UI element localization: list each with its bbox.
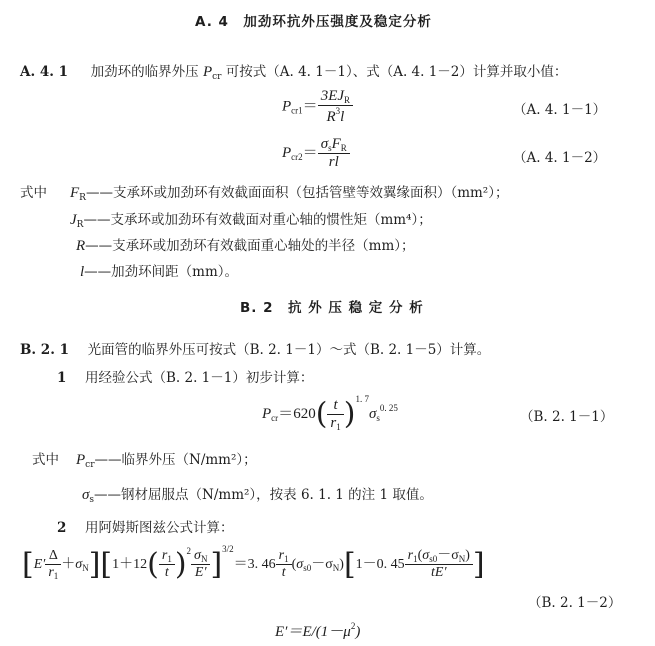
eq4-r1-c-sub: 1 [284,554,289,565]
eq1-numerator-sub: R [344,95,351,105]
eq3-coefficient: 620 [293,406,316,422]
eq2-fraction [318,136,350,172]
eq4-exp2: 2 [186,546,192,556]
a4-def-r [76,234,415,255]
a4-def-r-symbol: R [76,238,86,254]
clause-b21-text: 光面管的临界外压可按式（B. 2. 1－1）～式（B. 2. 1－5）计算。 [87,342,491,358]
equation-b21-2-number: （B. 2. 1－2） [528,595,622,611]
eq5-left: E′＝E/(1－μ [275,624,351,640]
eq5-right: ) [355,624,361,640]
clause-a441 [20,60,567,82]
eq4-exp32: 3/2 [222,544,234,554]
eq4-r1-c: r [278,548,285,564]
eq4-one-minus: 1－0. 45 [355,557,405,572]
equation-a441-1: $P_{cr1}=$ $\frac{3EJ_R}{R^3l}$ [282,88,353,127]
eq3-sigma: σ [368,406,377,422]
eq2-num-sigma: σ [320,136,329,152]
eq4-r1-d: r [407,548,414,564]
eq2-denominator: rl [328,154,339,171]
eq4-r-over-t [159,548,175,581]
clause-a441-number: A. 4. 1 [20,64,69,80]
b2-def-sigma-s-sub: s [89,495,95,505]
eq4-e-prime-b: E′ [194,565,207,581]
eq1-fraction [318,88,353,127]
eq3-fraction [327,397,343,433]
a4-def-l-text: ——加劲环间距（mm）。 [84,264,239,280]
eq1-lhs-sub: cr1 [291,105,303,116]
eq4-r1-a: r [48,565,54,581]
section-b2-title: B. 2 抗 外 压 稳 定 分 析 [240,300,424,316]
eq3-sigma-exponent: 0. 25 [379,403,398,413]
eq4-sigma-s0-b: σ [422,548,430,564]
equation-b21-2: [E′ $\frac{\Delta}{r_1}$ $+\sigma_N][1+12$( $\frac{r_1}{t}$ )$^2$ $\frac{\sigma_N}{E'}$ ]$^{3/2}$＝3. 46 $\frac{r_1}{t}$ $(\sigma_{s0}-\sigma_N)[1-0$. 45 $\frac{r_1(\sigma_{s0}-\sigma_N)}{tE'}$ ] [22,544,485,582]
eq4-sigma-n-a: σ [75,557,83,572]
item-2-text: 用阿姆斯图兹公式计算： [85,520,234,536]
clause-b21-number: B. 2. 1 [20,342,69,358]
b2-where-label: 式中 [32,452,59,468]
eq4-one-plus-12: 1＋12 [112,557,148,572]
eq4-sigma-n-a-sub: N [82,563,89,573]
a4-def-fr-sub: R [79,193,86,203]
b2-def-pcr-text: ——临界外压（N/mm²）； [94,452,257,468]
a4-def-l-symbol: l [80,264,85,280]
a4-def-jr-text: ——支承环或加劲环有效截面对重心轴的惯性矩（mm⁴）； [83,212,432,228]
eq4-minus-sigma-a-sub: N [332,563,340,573]
eq3-lhs-sub: cr [271,413,279,423]
eq4-t-a: t [164,565,169,581]
eq4-r1-b: r [161,548,168,564]
clause-a441-symbol: P [202,64,213,80]
a4-def-fr-text: ——支承环或加劲环有效截面面积（包括管壁等效翼缘面积）（mm²）； [85,185,509,201]
b2-def-sigma-s-text: ——钢材屈服点（N/mm²），按表 6. 1. 1 的注 1 取值。 [94,487,433,503]
eq4-sigma-s0-a-sub: s0 [303,563,312,573]
equation-b21-1: $P_{cr}=620$( $\frac{t}{r_1}$ )$^{1. 7}\sigma_s^{0. 25}$ [262,394,398,433]
eq4-sigma-n-b: σ [194,548,201,564]
eq4-t-b: t [281,565,286,581]
eq3-exponent: 1. 7 [355,394,369,404]
eq4-coefficient: ＝3. 46 [233,557,276,572]
a4-def-jr-symbol: J [70,212,77,228]
eq3-num-t: t [327,397,343,415]
a4-def-r-text: ——支承环或加劲环有效截面重心轴处的半径（mm）； [85,238,415,254]
item-2 [57,516,234,536]
clause-a441-text-before: 加劲环的临界外压 [90,64,199,80]
equation-e-prime [275,620,360,641]
eq5-exponent: 2 [350,621,356,631]
item-2-number: 2 [57,520,67,536]
eq4-delta-fraction [45,548,61,581]
eq1-numerator: 3EJ [320,88,345,104]
eq4-delta: Δ [45,548,61,565]
a4-def-jr [70,208,432,230]
item-1-number: 1 [57,370,67,386]
eq4-den-te: tE′ [431,565,447,581]
clause-b21 [20,338,490,358]
a4-def-l [80,260,238,281]
equation-b21-1-number: （B. 2. 1－1） [520,409,614,425]
item-1 [57,366,313,386]
eq3-den-r-sub: 1 [336,422,341,433]
clause-a441-symbol-sub: cr [212,72,222,82]
a4-def-jr-sub: R [76,220,84,230]
equation-a441-2: $P_{cr2}=$ $\frac{\sigma_sF_R}{rl}$ [282,136,350,172]
a4-def-fr-symbol: F [70,185,80,201]
eq1-lhs: P [282,98,292,115]
eq2-num-f: F [331,136,341,152]
b2-def-sigma-s-symbol: σ [82,487,90,503]
eq1-denominator: R [326,109,336,126]
b2-def-pcr [76,448,257,470]
eq4-last-fraction: $\frac{r_1(\sigma_{s0}-\sigma_N)}{tE'}$ [405,548,473,581]
eq4-r1-d-sub: 1 [413,554,418,565]
eq2-num-f-sub: R [340,143,347,153]
eq3-lhs: P [262,406,272,422]
eq2-lhs: P [282,145,292,162]
eq4-minus-sigma-b: －σ [437,548,459,564]
eq3-den-r: r [330,415,337,432]
equation-a441-2-number: （A. 4. 1－2） [513,150,607,166]
a4-where-label: 式中 [20,185,47,201]
a4-def-fr [70,181,508,203]
eq4-sigma-over-e [191,548,210,581]
b2-def-sigma-s [82,483,433,505]
eq4-r1-b-sub: 1 [167,554,172,565]
eq4-minus-sigma-b-sub: N [458,554,466,565]
eq4-r1-a-sub: 1 [53,571,59,582]
eq3-sigma-sub: s [376,413,380,423]
eq4-r1-over-t [276,548,292,581]
eq4-minus-sigma-a: －σ [311,557,333,572]
eq4-sigma-n-b-sub: N [200,554,208,565]
eq1-denominator-sup: 3 [335,106,341,117]
section-a4-title: A. 4 加劲环抗外压强度及稳定分析 [195,14,432,30]
clause-a441-text-after: 可按式（A. 4. 1－1）、式（A. 4. 1－2）计算并取小值： [225,64,568,80]
item-1-text: 用经验公式（B. 2. 1－1）初步计算： [85,370,314,386]
b2-def-pcr-sub: cr [85,460,95,470]
eq4-e-prime: E′ [33,557,46,572]
eq2-lhs-sub: cr2 [291,152,303,163]
equation-a441-1-number: （A. 4. 1－1） [513,102,607,118]
eq1-denominator-tail: l [340,109,345,126]
eq2-num-sigma-sub: s [328,143,332,153]
eq4-sigma-s0-a: σ [296,557,304,572]
b2-def-pcr-symbol: P [76,452,86,468]
eq4-sigma-s0-b-sub: s0 [429,554,438,565]
